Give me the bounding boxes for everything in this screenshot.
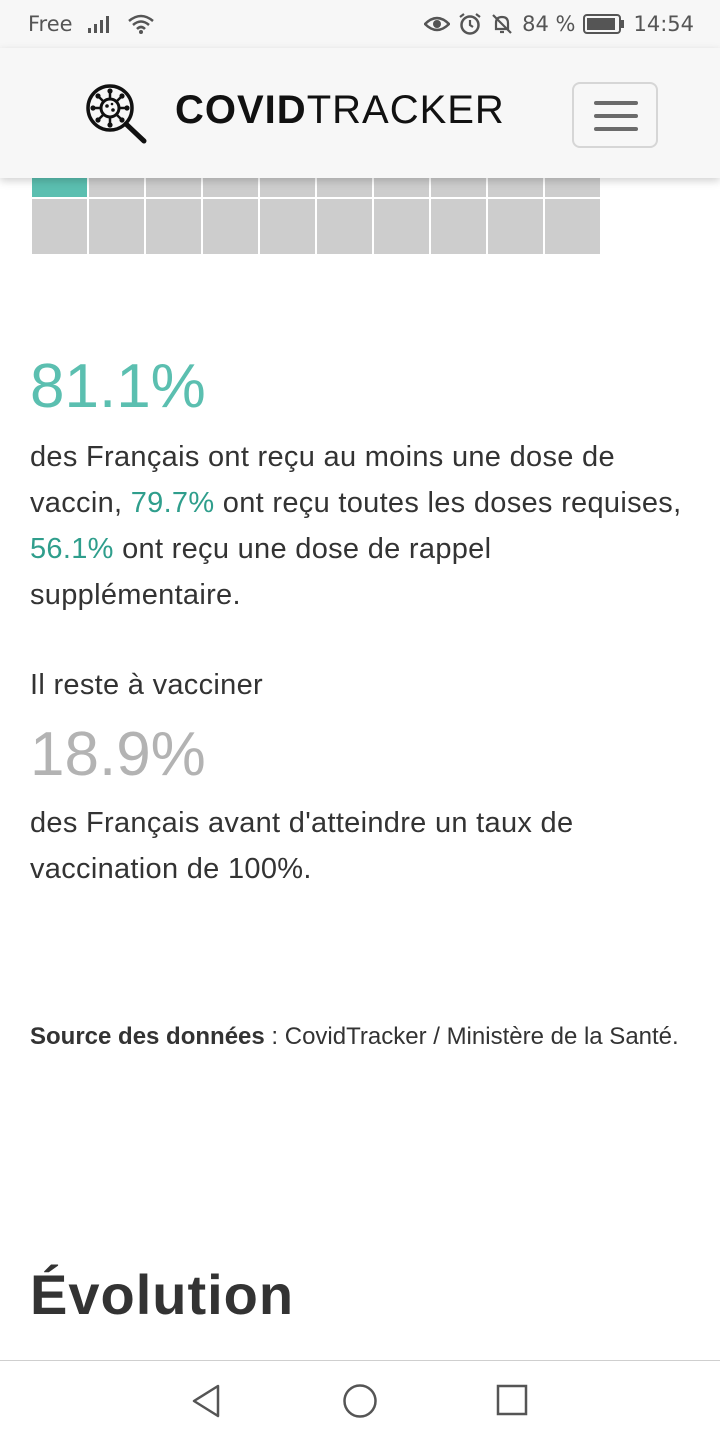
brand-name[interactable] <box>175 88 505 133</box>
percent-fully-vaccinated: 79.7% <box>130 487 215 519</box>
eye-icon <box>424 14 450 34</box>
clock-time: 14:54 <box>633 12 694 36</box>
waffle-cell <box>89 199 144 254</box>
source-text: : CovidTracker / Ministère de la Santé. <box>264 1023 679 1050</box>
virus-magnifier-icon[interactable] <box>82 81 150 145</box>
app-header <box>0 48 720 178</box>
waffle-cell <box>545 199 600 254</box>
battery-icon <box>583 13 625 35</box>
section-title-evolution: Évolution <box>30 1263 295 1326</box>
recents-icon[interactable] <box>495 1383 529 1422</box>
waffle-cell <box>431 199 486 254</box>
summary-part-1: des Français ont reçu au moins une dose de vaccin, <box>30 441 615 519</box>
waffle-cell <box>32 199 87 254</box>
hamburger-line <box>594 114 638 118</box>
signal-icon <box>87 14 113 34</box>
menu-button[interactable] <box>572 82 658 148</box>
alarm-icon <box>458 12 482 36</box>
waffle-cell <box>374 199 429 254</box>
summary-part-3: ont reçu une dose de rappel supplémentaire. <box>30 533 492 611</box>
summary-part-2: ont reçu toutes les doses requises, <box>214 487 682 519</box>
brand-light: TRACKER <box>306 88 505 132</box>
remaining-sentence: des Français avant d'atteindre un taux de vaccination de 100%. <box>30 807 574 885</box>
percent-booster: 56.1% <box>30 533 114 565</box>
notifications-off-icon <box>490 12 514 36</box>
waffle-cell <box>146 199 201 254</box>
remaining-intro: Il reste à vacciner <box>30 669 263 701</box>
carrier-name: Free <box>28 12 73 36</box>
source-label: Source des données <box>30 1023 265 1050</box>
waffle-cell <box>317 199 372 254</box>
waffle-cell <box>260 199 315 254</box>
hamburger-line <box>594 127 638 131</box>
back-icon[interactable] <box>188 1383 224 1424</box>
home-icon[interactable] <box>342 1383 378 1424</box>
waffle-cell <box>203 199 258 254</box>
battery-text: 84 % <box>522 12 576 36</box>
wifi-icon <box>127 13 155 35</box>
data-source <box>30 1014 690 1060</box>
percent-at-least-one-dose: 81.1% <box>30 352 206 421</box>
waffle-cell <box>488 199 543 254</box>
navigation-bar <box>0 1360 720 1441</box>
status-bar <box>0 0 720 48</box>
hamburger-menu-icon <box>594 101 638 105</box>
brand-bold: COVID <box>175 88 307 132</box>
vaccination-summary <box>30 434 690 618</box>
percent-remaining: 18.9% <box>30 720 206 789</box>
